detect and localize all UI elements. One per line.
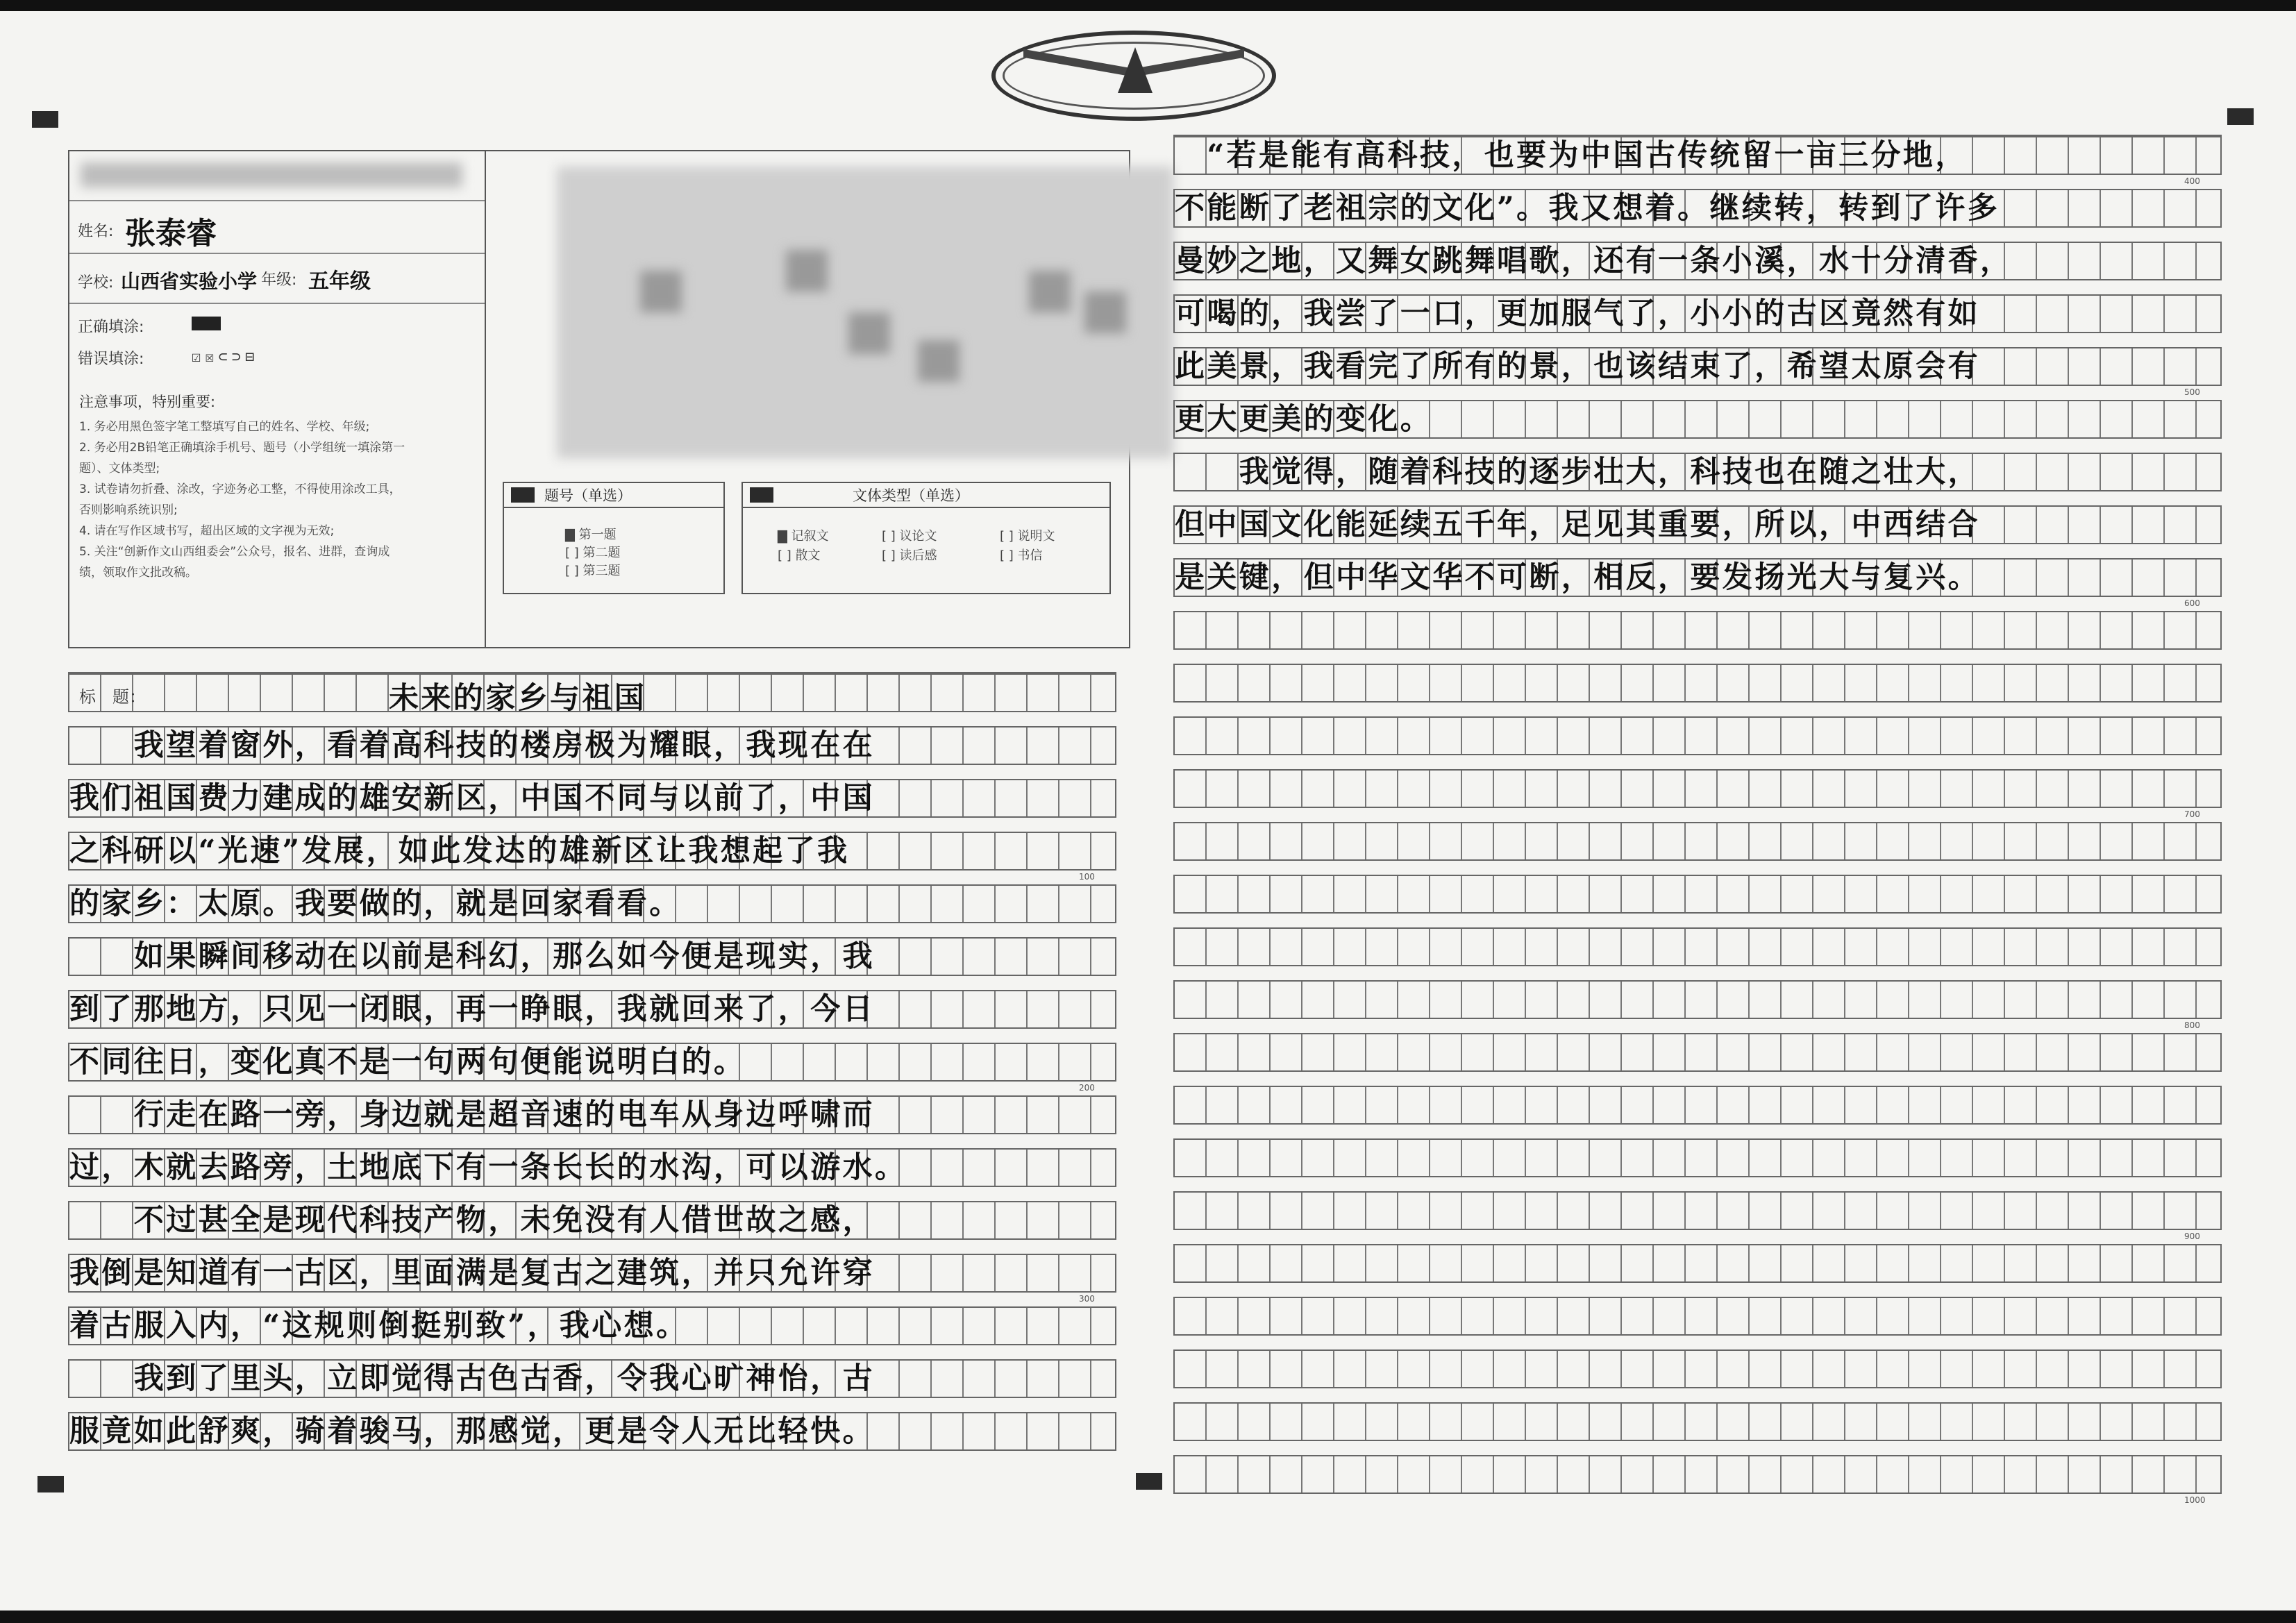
name-row [69,201,485,254]
genre-option-label: 散文 [795,548,821,563]
topic-option-1[interactable]: ▇ 第一题 [565,528,617,542]
note-item: 3. 试卷请勿折叠、涂改，字迹务必工整，不得使用涂改工具， [79,482,401,496]
essay-line [68,1095,1116,1134]
essay-line-text[interactable]: 过，木就去路旁，土地底下有一条长长的水沟，可以游水。 [69,1150,907,1185]
notes-title: 注意事项，特别重要: [79,394,216,410]
word-count-marker: 1000 [2184,1495,2206,1505]
title-label: 标 题： [79,687,146,707]
name-label: 姓名: [78,223,114,240]
essay-line [68,990,1116,1029]
essay-line [1173,294,2222,333]
registration-mark [1136,1473,1162,1490]
essay-line [68,937,1116,976]
note-item: 绩，领取作文批改稿。 [79,566,197,580]
essay-line [1173,664,2222,703]
redacted-area [640,271,682,312]
essay-line [1173,1138,2222,1177]
essay-line [1173,505,2222,544]
essay-line [1173,136,2222,175]
fill-example-row [69,304,485,373]
note-item: 题）、文体类型; [79,462,160,476]
name-value[interactable]: 张泰睿 [125,216,217,251]
essay-line [1173,453,2222,491]
essay-line [1173,875,2222,914]
essay-line-text[interactable]: “若是能有高科技，也要为中国古传统留一亩三分地， [1175,138,1968,173]
redacted-area [918,340,960,382]
essay-line [68,1412,1116,1451]
redacted-area [786,250,828,292]
essay-line [1173,189,2222,228]
correct-fill-label: 正确填涂: [78,319,144,336]
essay-line [68,1201,1116,1240]
essay-grid-left [68,672,1116,1449]
essay-line [1173,1191,2222,1230]
essay-line-text[interactable]: 我到了里头，立即觉得古色古香，令我心旷神怡，古 [69,1361,875,1396]
redacted-area [1029,271,1071,312]
topic-option-label: 第一题 [578,528,617,542]
word-count-marker: 300 [1079,1294,1095,1304]
essay-line [68,779,1116,818]
essay-line-text[interactable]: 可喝的，我尝了一口，更加服气了，小小的古区竟然有如 [1175,296,1980,331]
topic-box-title: 题号（单选） [544,487,632,504]
school-label: 学校: [78,274,114,292]
essay-line [1173,611,2222,650]
essay-line [1173,1297,2222,1336]
wrong-fill-marks: ☑☒⊂⊃⊟ [192,348,259,366]
essay-line [1173,347,2222,386]
registration-mark [37,1476,64,1492]
school-row [69,254,485,304]
essay-grid-right [1173,135,2222,1505]
wrong-fill-label: 错误填涂: [78,351,144,368]
registration-mark [32,111,58,128]
topic-box-marker [511,487,535,503]
genre-option-narrative[interactable]: ▇ 记叙文 [778,529,829,544]
essay-line-text[interactable]: 不过甚全是现代科技产物，未免没有人借世故之感， [69,1203,875,1238]
essay-line [1173,1402,2222,1441]
essay-line [68,1359,1116,1398]
essay-line-text[interactable]: 我望着窗外，看着高科技的楼房极为耀眼，我现在在 [69,728,875,763]
essay-line-text[interactable]: 我觉得，随着科技的逐步壮大，科技也在随之壮大， [1175,455,1980,489]
wing-emblem-icon [991,31,1276,121]
essay-line [68,1306,1116,1345]
topic-option-label: 第三题 [583,564,621,578]
blurred-header-row [69,151,485,201]
essay-line [1173,1086,2222,1125]
essay-line-text[interactable]: 行走在路一旁，身边就是超音速的电车从身边呼啸而 [69,1098,875,1132]
essay-line-text[interactable]: 但中国文化能延续五千年，足见其重要，所以，中西结合 [1175,507,1980,542]
correct-fill-mark [192,317,221,330]
word-count-marker: 600 [2184,598,2200,608]
notes-section [79,392,475,583]
genre-option-exposition[interactable]: [ ] 说明文 [1000,529,1055,544]
genre-option-label: 说明文 [1017,529,1055,544]
note-item: 2. 务必用2B铅笔正确填涂手机号、题号（小学组统一填涂第一 [79,441,405,455]
student-info-box [68,150,1130,648]
genre-box-marker [750,487,773,503]
essay-line [68,884,1116,923]
redacted-area [81,162,462,187]
essay-line-text[interactable]: 更大更美的变化。 [1175,402,1433,437]
word-count-marker: 100 [1079,872,1095,882]
note-item: 1. 务必用黑色签字笔工整填写自己的姓名、学校、年级; [79,420,370,434]
essay-line [1173,822,2222,861]
essay-title[interactable]: 未来的家乡与祖国 [389,681,647,716]
essay-line-text[interactable]: 曼妙之地，又舞女跳舞唱歌，还有一条小溪，水十分清香， [1175,244,2013,278]
essay-line [1173,927,2222,966]
redacted-area [1084,292,1126,333]
word-count-marker: 900 [2184,1231,2200,1241]
genre-option-prose[interactable]: [ ] 散文 [778,548,821,563]
word-count-marker: 400 [2184,176,2200,186]
genre-option-label: 读后感 [899,548,937,563]
essay-line [1173,558,2222,597]
genre-option-review[interactable]: [ ] 读后感 [882,548,937,563]
word-count-marker: 700 [2184,809,2200,819]
genre-box-title: 文体类型（单选） [853,487,969,504]
genre-option-label: 书信 [1017,548,1043,563]
topic-option-2[interactable]: [ ] 第二题 [565,546,621,560]
genre-option-letter[interactable]: [ ] 书信 [1000,548,1043,563]
word-count-marker: 200 [1079,1083,1095,1093]
essay-line [1173,400,2222,439]
answer-sheet [0,11,2296,1611]
essay-line [1173,1033,2222,1072]
title-row [68,673,1116,716]
essay-line [1173,242,2222,280]
word-count-marker: 500 [2184,387,2200,397]
essay-line-text[interactable]: 之科研以“光速”发展，如此发达的雄新区让我想起了我 [69,834,850,868]
essay-line [68,1148,1116,1187]
genre-option-label: 议论文 [899,529,937,544]
essay-line [68,1043,1116,1082]
school-value[interactable]: 山西省实验小学 [121,270,258,293]
grade-label: 年级: [261,271,297,289]
essay-line-text[interactable]: 到了那地方，只见一闭眼，再一睁眼，我就回来了，今日 [69,992,875,1027]
topic-option-label: 第二题 [583,546,621,560]
phone-number-grid [557,167,1173,458]
note-item: 否则影响系统识别; [79,503,178,517]
note-item: 4. 请在写作区域书写，超出区域的文字视为无效; [79,524,335,538]
essay-line-text[interactable]: 的家乡：太原。我要做的，就是回家看看。 [69,886,682,921]
essay-line-text[interactable]: 此美景，我看完了所有的景，也该结束了，希望太原会有 [1175,349,1980,384]
essay-line [1173,1455,2222,1494]
essay-line [1173,1244,2222,1283]
essay-line-text[interactable]: 不同往日，变化真不是一句两句便能说明白的。 [69,1045,746,1079]
registration-mark [2227,108,2254,125]
essay-line-text[interactable]: 是关键，但中华文华不可断，相反，要发扬光大与复兴。 [1175,560,1980,595]
word-count-marker: 800 [2184,1020,2200,1030]
essay-line-text[interactable]: 我倒是知道有一古区，里面满是复古之建筑，并只允许穿 [69,1256,875,1290]
redacted-area [848,312,890,354]
essay-line [68,1254,1116,1293]
essay-line-text[interactable]: 着古服入内，“这规则倒挺别致”，我心想。 [69,1309,689,1343]
essay-line [1173,769,2222,808]
topic-option-3[interactable]: [ ] 第三题 [565,564,621,578]
genre-box [741,482,1111,594]
genre-option-label: 记叙文 [791,529,829,544]
genre-option-argument[interactable]: [ ] 议论文 [882,529,937,544]
essay-line-text[interactable]: 我们祖国费力建成的雄安新区，中国不同与以前了，中国 [69,781,875,816]
essay-line-text[interactable]: 不能断了老祖宗的文化”。我又想着。继续转，转到了许多 [1175,191,2000,226]
essay-line [1173,980,2222,1019]
essay-line [1173,716,2222,755]
essay-line [1173,1349,2222,1388]
topic-box [503,482,725,594]
grade-value[interactable]: 五年级 [308,269,371,294]
essay-line [68,726,1116,765]
essay-line [68,832,1116,871]
essay-line-text[interactable]: 服竟如此舒爽，骑着骏马，那感觉，更是令人无比轻快。 [69,1414,875,1449]
essay-line-text[interactable]: 如果瞬间移动在以前是科幻，那么如今便是现实，我 [69,939,875,974]
student-info-panel [69,151,486,647]
note-item: 5. 关注“创新作文山西组委会”公众号，报名、进群，查询成 [79,545,390,559]
